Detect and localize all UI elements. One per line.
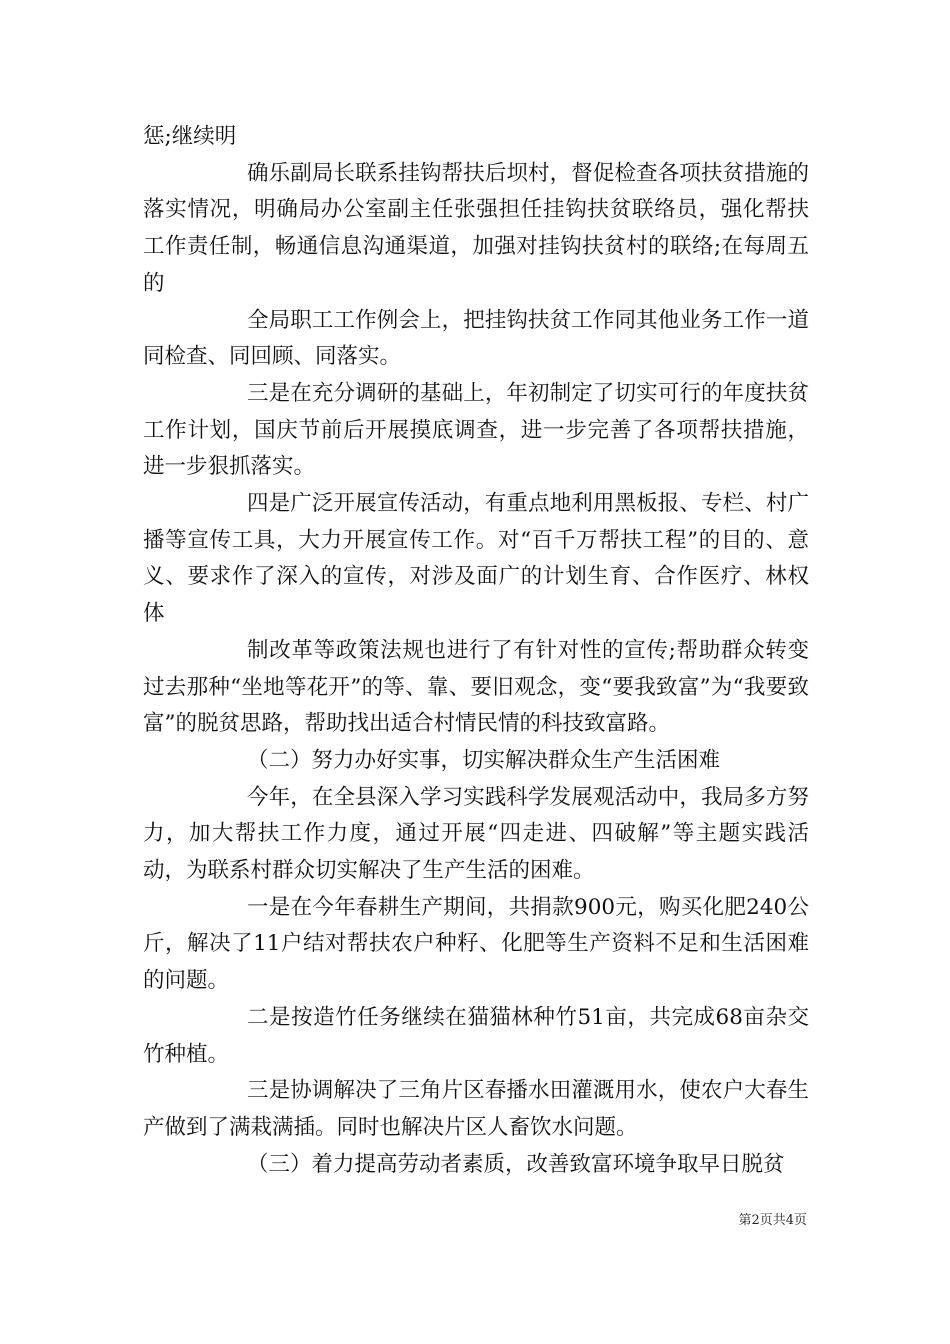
section-heading-3: （三）着力提高劳动者素质，改善致富环境争取早日脱贫	[247, 1151, 785, 1177]
paragraph-1: 惩;继续明	[143, 124, 237, 149]
section-heading-2: （二）努力办好实事，切实解决群众生产生活困难	[247, 747, 721, 773]
paragraph-7: 今年，在全县深入学习实践科学发展观活动中，我局多方努力，加大帮扶工作力度，通过开展“四走进、四破解”等主题实践活动，为联系村群众切实解决了生产生活的困难。	[143, 784, 809, 884]
paragraph-9: 二是按造竹任务继续在猫猫林种竹51亩，共完成68亩杂交竹种植。	[143, 1004, 809, 1067]
document-body	[143, 119, 809, 1183]
paragraph-5: 四是广泛开展宣传活动，有重点地利用黑板报、专栏、村广播等宣传工具，大力开展宣传工作。对“百千万帮扶工程”的目的、意义、要求作了深入的宣传，对涉及面广的计划生育、合作医疗、林权体	[143, 491, 809, 627]
paragraph-8: 一是在今年春耕生产期间，共捐款900元，购买化肥240公斤，解决了11户结对帮扶农户种籽、化肥等生产资料不足和生活困难的问题。	[143, 894, 809, 994]
page-number-footer: 第2页共4页	[738, 1213, 807, 1228]
paragraph-6: 制改革等政策法规也进行了有针对性的宣传;帮助群众转变过去那种“坐地等花开”的等、靠、要旧观念，变“要我致富”为“我要致富”的脱贫思路，帮助找出适合村情民情的科技致富路。	[143, 637, 809, 737]
paragraph-10: 三是协调解决了三角片区春播水田灌溉用水，使农户大春生产做到了满栽满插。同时也解决片区人畜饮水问题。	[143, 1078, 809, 1140]
paragraph-2: 确乐副局长联系挂钩帮扶后坝村，督促检查各项扶贫措施的落实情况，明确局办公室副主任张强担任挂钩扶贫联络员，强化帮扶工作责任制，畅通信息沟通渠道，加强对挂钩扶贫村的联络;在每周五的	[143, 160, 809, 296]
paragraph-3: 全局职工工作例会上，把挂钩扶贫工作同其他业务工作一道同检查、同回顾、同落实。	[143, 307, 809, 370]
paragraph-4: 三是在充分调研的基础上，年初制定了切实可行的年度扶贫工作计划，国庆节前后开展摸底调查，进一步完善了各项帮扶措施，进一步狠抓落实。	[143, 380, 809, 480]
